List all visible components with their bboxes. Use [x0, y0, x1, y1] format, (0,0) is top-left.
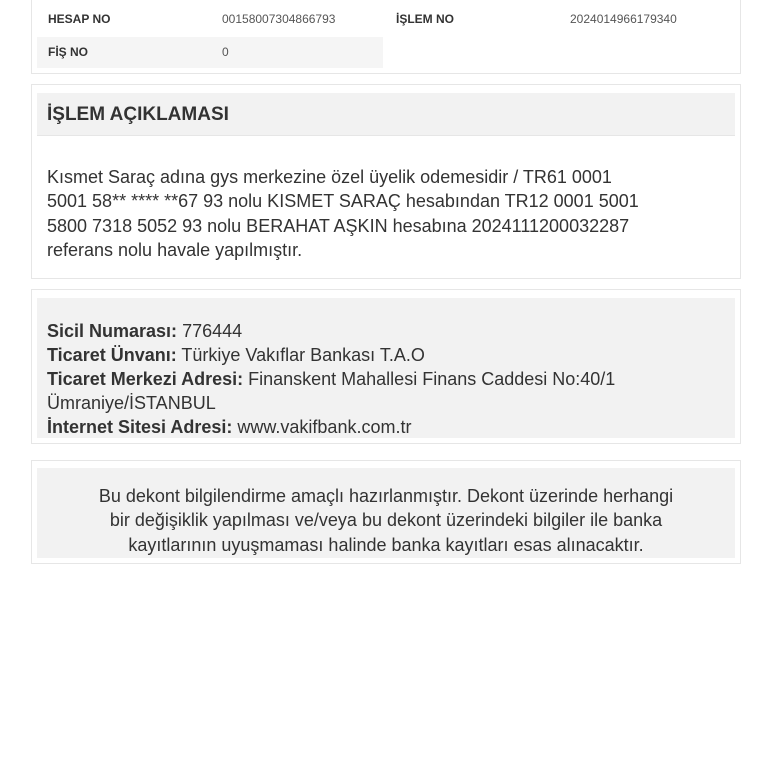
adres-line [47, 367, 727, 391]
description-line: referans nolu havale yapılmıştır. [47, 239, 303, 260]
fis-no-row [37, 37, 383, 68]
bank-info-card [31, 289, 741, 444]
description-line: 5001 58** **** **67 93 nolu KISMET SARAÇ hesabından TR12 0001 5001 [47, 191, 639, 212]
hesap-no-row [37, 4, 383, 35]
adres-line-2 [47, 391, 727, 415]
sicil-label: Sicil Numarası: [47, 321, 178, 341]
web-line [47, 415, 727, 439]
description-text [47, 165, 732, 262]
sicil-line [47, 319, 727, 343]
transaction-description-card [31, 84, 741, 279]
disclaimer-line: bir değişiklik yapılması ve/veya bu dekont üzerindeki bilgiler ile banka [109, 510, 663, 531]
sicil-value: 776444 [182, 321, 243, 341]
hesap-no-value: 00158007304866793 [222, 12, 336, 26]
adres-label: Ticaret Merkezi Adresi: [47, 369, 244, 389]
description-header [37, 93, 735, 136]
adres-value: Finanskent Mahallesi Finans Caddesi No:40/1 [248, 369, 616, 389]
islem-no-row [389, 4, 737, 35]
unvan-label: Ticaret Ünvanı: [47, 345, 177, 365]
unvan-line [47, 343, 727, 367]
disclaimer-line: kayıtlarının uyuşmaması halinde banka kayıtları esas alınacaktır. [128, 534, 644, 555]
fis-no-value: 0 [222, 45, 229, 59]
disclaimer-card [31, 460, 741, 564]
bank-info-panel [37, 298, 735, 438]
description-title: İŞLEM AÇIKLAMASI [47, 104, 229, 125]
description-line: Kısmet Saraç adına gys merkezine özel üyelik odemesidir / TR61 0001 [47, 167, 612, 187]
web-value: www.vakifbank.com.tr [237, 417, 412, 437]
hesap-no-label: HESAP NO [48, 12, 111, 26]
disclaimer-text [37, 484, 735, 557]
islem-no-value: 2024014966179340 [570, 12, 677, 26]
disclaimer-line: Bu dekont bilgilendirme amaçlı hazırlanmıştır. Dekont üzerinde herhangi [98, 486, 674, 506]
disclaimer-panel [37, 468, 735, 558]
fis-no-label: FİŞ NO [48, 45, 89, 59]
description-line: 5800 7318 5052 93 nolu BERAHAT AŞKIN hesabına 2024111200032287 [47, 215, 630, 236]
unvan-value: Türkiye Vakıflar Bankası T.A.O [181, 345, 425, 365]
transaction-info-card [31, 0, 741, 74]
islem-no-label: İŞLEM NO [396, 12, 455, 26]
adres-value-line2: Ümraniye/İSTANBUL [47, 393, 216, 413]
web-label: İnternet Sitesi Adresi: [47, 417, 233, 437]
